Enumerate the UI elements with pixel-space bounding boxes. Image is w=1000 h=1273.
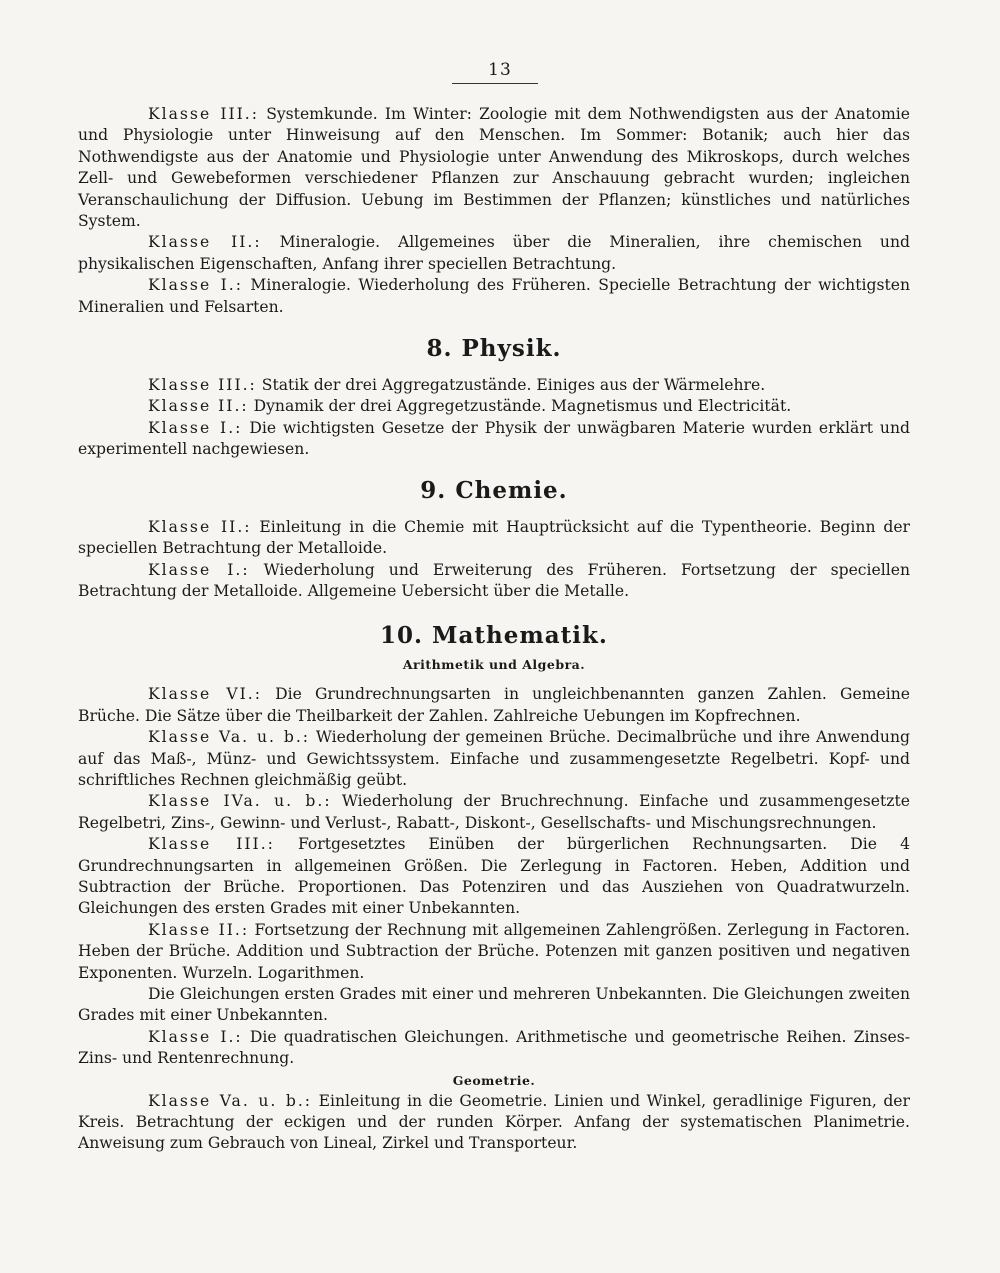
paragraph-text: Dynamik der drei Aggregetzustände. Magnetismus und Electricität. — [248, 397, 792, 416]
klasse-label: Klasse II.: — [148, 920, 250, 939]
section-heading-chemie: 9. Chemie. — [420, 476, 568, 504]
klasse-label: Klasse Va. u. b.: — [148, 728, 311, 747]
page-content — [78, 104, 910, 1155]
paragraph — [78, 560, 910, 603]
klasse-label: Klasse III.: — [148, 105, 260, 123]
klasse-label: Klasse II.: — [148, 517, 252, 536]
klasse-label: Klasse I.: — [148, 1027, 243, 1046]
paragraph-text: Einleitung in die Geometrie. Linien und Winkel, geradlinige Figuren, der Kreis. Betrachtung der eckigen und der runden Körper. Anfang der systematischen Planimetrie. Anweisung zum Gebrauch von Lineal, Zirkel und Transporteur. — [78, 1091, 910, 1153]
klasse-label: Klasse I.: — [148, 276, 243, 295]
paragraph-text: Mineralogie. Allgemeines über die Mineralien, ihre chemischen und physikalischen Eigenschaften, Anfang ihrer speciellen Betrachtung. — [78, 233, 910, 273]
paragraph — [78, 920, 910, 984]
header-rule — [452, 83, 538, 84]
section-heading-physik: 8. Physik. — [426, 335, 562, 363]
paragraph-text: Wiederholung der Bruchrechnung. Einfache und zusammengesetzte Regelbetri, Zins-, Gewinn- und Verlust-, Rabatt-, Diskont-, Gesellschafts- und Mischungsrechnungen. — [78, 792, 910, 832]
subheading-arithmetik: Arithmetik und Algebra. — [402, 657, 586, 673]
klasse-label: Klasse IVa. u. b.: — [148, 792, 332, 811]
paragraph — [78, 684, 910, 727]
paragraph-text: Die quadratischen Gleichungen. Arithmetische und geometrische Reihen. Zinses-Zins- und Rentenrechnung. — [78, 1027, 911, 1068]
paragraph — [78, 727, 910, 791]
paragraph-text: Wiederholung und Erweiterung des Früheren. Fortsetzung der speciellen Betrachtung der Metalloide. Allgemeine Uebersicht über die Metalle. — [78, 560, 910, 600]
klasse-label: Klasse I.: — [148, 560, 250, 579]
paragraph — [78, 984, 910, 1027]
paragraph — [78, 275, 910, 318]
paragraph — [78, 104, 910, 232]
paragraph-text: Einleitung in die Chemie mit Hauptrücksicht auf die Typentheorie. Beginn der speciellen Betrachtung der Metalloide. — [78, 517, 910, 558]
klasse-label: Klasse II.: — [148, 233, 262, 252]
paragraph-text: Fortsetzung der Rechnung mit allgemeinen Zahlengrößen. Zerlegung in Factoren. Heben der Brüche. Addition und Subtraction der Brüche. Potenzen mit ganzen positiven und negativen Exponenten. Wurzeln. Logarithmen. — [78, 920, 910, 982]
paragraph — [78, 375, 910, 396]
klasse-label: Klasse I.: — [148, 418, 243, 437]
paragraph-text: Wiederholung der gemeinen Brüche. Decimalbrüche und ihre Anwendung auf das Maß-, Münz- und Gewichtssystem. Einfache und zusammengesetzte Regelbetri. Kopf- und schriftliches Rechnen gleichmäßig geübt. — [78, 728, 910, 789]
klasse-label: Klasse II.: — [148, 397, 249, 416]
section-heading-mathematik: 10. Mathematik. — [380, 622, 608, 650]
paragraph — [78, 1091, 910, 1155]
paragraph — [78, 1027, 910, 1070]
paragraph-text: Systemkunde. Im Winter: Zoologie mit dem Nothwendigsten aus der Anatomie und Physiologie unter Hinweisung auf den Menschen. Im Sommer: Botanik; auch hier das Nothwendigste aus der Anatomie und Physiologie unter Anwendung des Mikroskops, durch welches Zell- und Gewebeformen verschiedener Pflanzen zur Anschauung gebracht wurden; ingleichen Veranschaulichung der Diffusion. Uebung im Bestimmen der Pflanzen; künstliches und natürliches System. — [78, 105, 910, 231]
paragraph-text: Die Grundrechnungsarten in ungleichbenannten ganzen Zahlen. Gemeine Brüche. Die Sätze über die Theilbarkeit der Zahlen. Zahlreiche Uebungen im Kopfrechnen. — [78, 685, 910, 725]
paragraph — [78, 418, 910, 461]
paragraph — [78, 517, 910, 560]
paragraph-text: Mineralogie. Wiederholung des Früheren. Specielle Betrachtung der wichtigsten Mineralien und Felsarten. — [78, 276, 910, 316]
paragraph-text: Die wichtigsten Gesetze der Physik der unwägbaren Materie wurden erklärt und experimentell nachgewiesen. — [78, 418, 910, 459]
paragraph — [78, 396, 910, 417]
klasse-label: Klasse VI.: — [148, 685, 262, 704]
paragraph — [78, 232, 910, 275]
subheading-geometrie: Geometrie. — [452, 1072, 536, 1088]
klasse-label: Klasse III.: — [148, 376, 257, 395]
paragraph — [78, 834, 910, 920]
paragraph-text: Statik der drei Aggregatzustände. Einiges aus der Wärmelehre. — [256, 376, 766, 395]
paragraph-text: Fortgesetztes Einüben der bürgerlichen Rechnungsarten. Die 4 Grundrechnungsarten in allgemeinen Größen. Die Zerlegung in Factoren. Heben, Addition und Subtraction der Brüche. Proportionen. Das Potenziren und das Ausziehen von Quadratwurzeln. Gleichungen des ersten Grades mit einer Unbekannten. — [78, 835, 910, 918]
klasse-label: Klasse Va. u. b.: — [148, 1091, 313, 1110]
paragraph-text: Die Gleichungen ersten Grades mit einer und mehreren Unbekannten. Die Gleichungen zweiten Grades mit einer Unbekannten. — [78, 985, 910, 1025]
paragraph — [78, 791, 910, 834]
klasse-label: Klasse III.: — [148, 835, 275, 854]
page-number: 13 — [488, 60, 512, 80]
